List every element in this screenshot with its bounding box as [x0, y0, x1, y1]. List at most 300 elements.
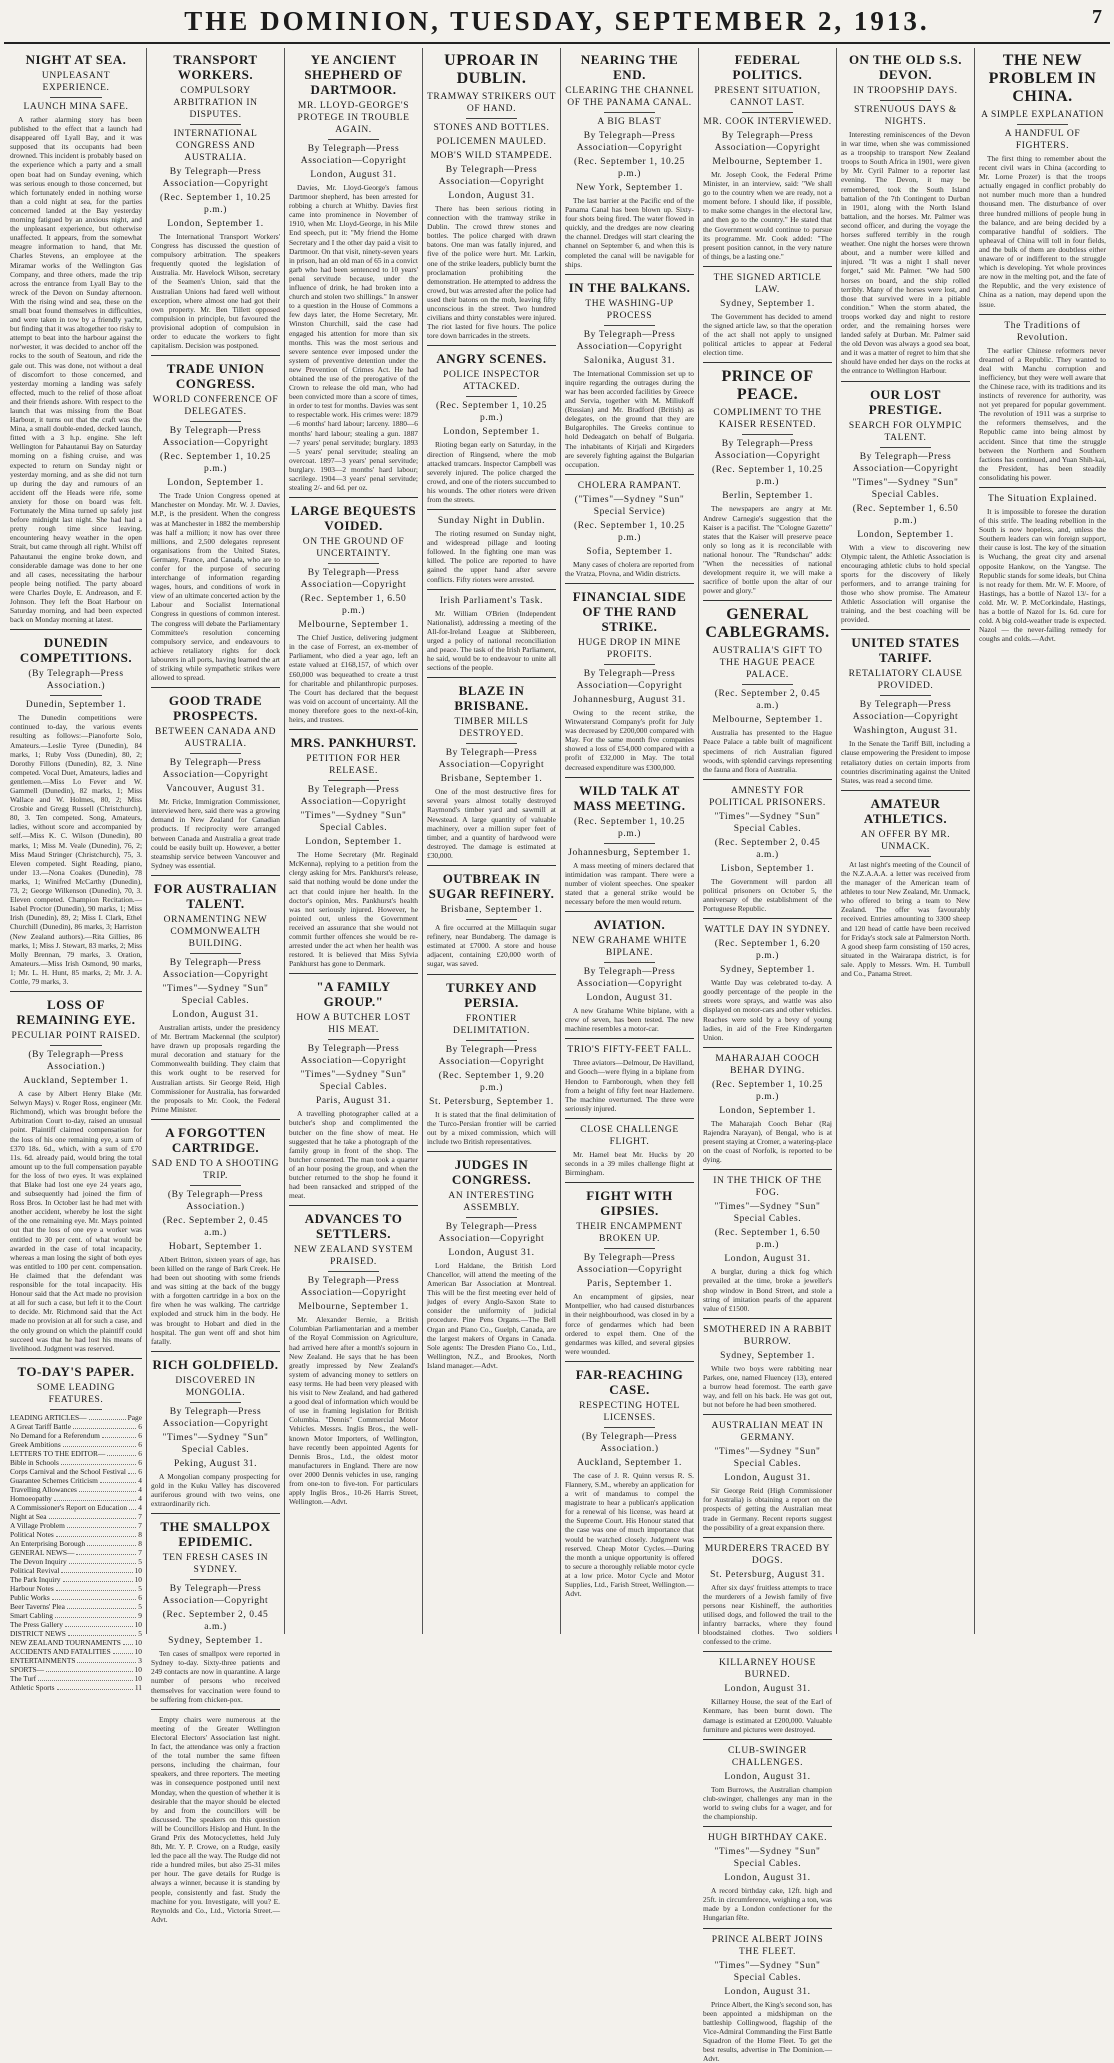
article-subheading: HUGE DROP IN MINE PROFITS. — [565, 637, 694, 661]
article-body: The last barrier at the Pacific end of the Panama Canal has been blown up. Sixty-four shots being fired. The water flowed in quickly, and the dredges are now clearing the channel. Dredges will start clearing the channel on September 6, and when this is completed the canal will be navigable for ships. — [565, 196, 694, 269]
article-body: Wattle Day was celebrated to-day. A goodly percentage of the people in the streets wore sprays, and wattle was also displayed on motor-cars and other vehicles. Reaches were sold by a bevy of young ladies, in aid of the Free Kindergarten Union. — [703, 978, 832, 1042]
article-subheading: By Telegraph—Press Association—Copyright — [841, 699, 970, 723]
article-subheading: London, August 31. — [703, 1986, 832, 1998]
article — [565, 280, 694, 475]
contents-page: 5 — [138, 1557, 142, 1566]
contents-page: 6 — [138, 1449, 142, 1458]
article-subheading: St. Petersburg, August 31. — [703, 1569, 832, 1581]
contents-row — [10, 1575, 142, 1584]
article-subheading: (Rec. September 1, 10.25 p.m.) — [565, 520, 694, 544]
article-body: A travelling photographer called at a butcher's shop and complimented the butcher on the fine show of meat. He suggested that he take a photograph of the family group in front of the shop. The butcher consented. The man took a quarter of an hour posing the group, and when the butcher returned to the shop he found it had been ransacked and stripped of the meat. — [289, 1109, 418, 1200]
leader-dots — [56, 1584, 137, 1591]
headline-rule — [190, 753, 242, 754]
leader-dots — [52, 1593, 137, 1600]
article-body: A mass meeting of miners declared that intimidation was rampant. There were a number of violent speeches. One speaker stated that a general strike would be necessary before the men would return. — [565, 861, 694, 906]
article — [703, 368, 832, 601]
contents-page: 10 — [135, 1674, 142, 1683]
article-headline: IN THE BALKANS. — [565, 280, 694, 295]
article-divider — [565, 274, 694, 275]
article-divider — [10, 991, 142, 992]
article-headline: FOR AUSTRALIAN TALENT. — [151, 881, 280, 911]
contents-item: No Demand for a Referendum — [10, 1431, 100, 1440]
article-body: Davies, Mr. Lloyd-George's famous Dartmoor shepherd, has been arrested for robbing a church at Whitby. Davies first came into prominence in November of 1910, when Mr. Lloyd-George, in his Mile End speech, put it: "My friend the Home Secretary and I the other day paid a visit to Dartmoor. On that visit, ninety-seven years in prison, had an old man of 65 in a convict garb who had been sentenced to 10 years' penal servitude because, under the influence of drink, he had broken into a church and stolen two shillings." In answer to a question in the House of Commons a few days later, the Home Secretary, Mr. Winston Churchill, said the case had engaged his attention for more than six months. This was the most serious and severe sentence ever imposed under the system of preventive detention under the new Prevention of Crimes Act. He had obtained the use of the prerogative of the Crown to release the old man, who had been convicted more than a score of times, in order to test for months. Davies was sent to respectable work. His crimes were: 1879—6 months' hard labour; larceny. 1880—6 months' hard labour; stealing a gun. 1887—7 years' penal servitude; burglary. 1893—5 years' penal servitude; stealing an overcoat. 1897—3 years' penal servitude; burglary. 1903—2 months' hard labour; sacrilege. 1904—3 years' penal servitude; stealing 2/- and 6d. per oz. — [289, 183, 418, 492]
leader-dots — [102, 1431, 136, 1438]
article-subheading: Vancouver, August 31. — [151, 783, 280, 795]
article-subheading: Paris, September 1. — [565, 1278, 694, 1290]
leader-dots — [61, 1458, 136, 1465]
contents-row — [10, 1440, 142, 1449]
article — [427, 683, 556, 866]
article-subheading: "Times"—Sydney "Sun" Special Cables. — [151, 1432, 280, 1456]
article — [151, 1357, 280, 1514]
article-subheading: STONES AND BOTTLES. — [427, 122, 556, 134]
article — [841, 387, 970, 631]
article-subheading: Johannesburg, August 31. — [565, 694, 694, 706]
masthead-rule — [4, 42, 1110, 44]
article-subheading: COMPLIMENT TO THE KAISER RESENTED. — [703, 407, 832, 431]
article — [289, 979, 418, 1206]
article-subheading: Brisbane, September 1. — [427, 904, 556, 916]
article-subheading: London, August 31. — [703, 1872, 832, 1884]
article — [10, 635, 142, 992]
article-subheading: Lisbon, September 1. — [703, 863, 832, 875]
article-subheading: MURDERERS TRACED BY DOGS. — [703, 1543, 832, 1567]
article-subheading: BETWEEN CANADA AND AUSTRALIA. — [151, 726, 280, 750]
article-subheading: CLUB-SWINGER CHALLENGES. — [703, 1745, 832, 1769]
contents-row — [10, 1548, 142, 1557]
article — [151, 1125, 280, 1352]
article-subheading: Melbourne, September 1. — [289, 1301, 418, 1313]
leader-dots — [89, 1413, 126, 1420]
contents-item: Political Notes — [10, 1530, 54, 1539]
article — [151, 881, 280, 1120]
article-subheading: MOB'S WILD STAMPEDE. — [427, 150, 556, 162]
article — [427, 595, 556, 679]
article-subheading: London, August 31. — [151, 1009, 280, 1021]
article-subheading: WATTLE DAY IN SYDNEY. — [703, 924, 832, 936]
article-divider — [703, 600, 832, 601]
article-body: One of the most destructive fires for several years almost totally destroyed Raymond's timber yard and sawmill at Newstead. A large quantity of valuable machinery, over a million super feet of timber, and a quantity of hardwood were destroyed. The damage is estimated at £30,000. — [427, 787, 556, 860]
article-body: Mr. Alexander Bernie, a British Columbian Parliamentarian and a member of the Royal Commission on Agriculture, had arrived here after a month's sojourn in New Zealand. He says that he has been greatly impressed by New Zealand's system of advancing money to settlers on easy terms. He had been very pleased with his visit to New Zealand, and had gathered a good deal of information which would be of use in framing legislation for British Columbia. "Dennis" Commercial Motor Vehicles. Messrs. Inglis Bros., the well-known Motor Importers, of Wellington, have recently been appointed Agents for Dennis Bros., Ltd., the oldest motor manufacturers in England. There are now over 2000 Dennis vehicles in use, ranging from one-ton to five-ton. For particulars apply Inglis Bros., 10-26 Harris Street, Wellington.—Advt. — [289, 1315, 418, 1506]
article — [703, 1053, 832, 1170]
article — [703, 1543, 832, 1653]
contents-row — [10, 1503, 142, 1512]
article — [703, 272, 832, 363]
article — [703, 1657, 832, 1739]
column-5 — [560, 48, 698, 1634]
article-subheading: RESPECTING HOTEL LICENSES. — [565, 1400, 694, 1424]
article — [703, 1175, 832, 1318]
leader-dots — [129, 1503, 136, 1510]
article — [151, 1519, 280, 1710]
article — [151, 52, 280, 356]
article-subheading: By Telegraph—Press Association—Copyright — [565, 1252, 694, 1276]
article-body: The Home Secretary (Mr. Reginald McKenna), replying to a petition from the clergy asking for Mrs. Pankhurst's release, said that nothing would be done under the act that could injure her health. In the doctor's opinion, Mrs. Pankhurst's health was not seriously injured. However, he pointed out, unless the Government received an assurance that she would not commit further offences she would be re-arrested under the act when her health was restored. It is believed that Miss Sylvia Pankhurst has gone to Denmark. — [289, 850, 418, 968]
article-headline: FIGHT WITH GIPSIES. — [565, 1188, 694, 1218]
article-subheading: Sydney, September 1. — [151, 1635, 280, 1647]
article-subheading: THE SIGNED ARTICLE LAW. — [703, 272, 832, 296]
article-subheading: London, August 31. — [703, 1683, 832, 1695]
leader-dots — [38, 1674, 133, 1681]
article-divider — [10, 1358, 142, 1359]
article — [289, 735, 418, 974]
article-subheading: DISCOVERED IN MONGOLIA. — [151, 1375, 280, 1399]
article-divider — [703, 779, 832, 780]
headline-rule — [328, 1271, 380, 1272]
article-subheading: London, August 31. — [703, 1472, 832, 1484]
contents-page: 6 — [138, 1458, 142, 1467]
article-body: Many cases of cholera are reported from the Vratza, Plovna, and Widin districts. — [565, 560, 694, 578]
contents-page: 10 — [135, 1665, 142, 1674]
contents-item: NEW ZEALAND TOURNAMENTS — [10, 1638, 121, 1647]
article-subheading: TRAMWAY STRIKERS OUT OF HAND. — [427, 91, 556, 115]
article-subheading: THEIR ENCAMPMENT BROKEN UP. — [565, 1221, 694, 1245]
article — [703, 924, 832, 1048]
article-subheading: UNPLEASANT EXPERIENCE. — [10, 70, 142, 94]
contents-item: The Devon Inquiry — [10, 1557, 67, 1566]
contents-item: The Park Inquiry — [10, 1575, 61, 1584]
contents-page: 6 — [138, 1467, 142, 1476]
headline-rule — [880, 695, 932, 696]
article-subheading: (Rec. September 1, 6.50 p.m.) — [289, 593, 418, 617]
article-subheading: A HANDFUL OF FIGHTERS. — [979, 128, 1106, 152]
article-body: Mr. Hamel beat Mr. Hucks by 20 seconds in a 39 miles challenge flight at Birmingham. — [565, 1150, 694, 1177]
article-subheading: AUSTRALIAN MEAT IN GERMANY. — [703, 1420, 832, 1444]
article-subheading: "Times"—Sydney "Sun" Special Cables. — [151, 983, 280, 1007]
leader-dots — [68, 1629, 136, 1636]
article — [151, 1715, 280, 1924]
article-subheading: By Telegraph—Press Association—Copyright — [151, 1583, 280, 1607]
leader-dots — [69, 1557, 137, 1564]
article-subheading: PRINCE ALBERT JOINS THE FLEET. — [703, 1934, 832, 1958]
article-body: An encampment of gipsies, near Montpellier, who had caused disturbances in their neighbourhood, was closed in by a force of gendarmes which had been ordered to expel them. One of the gendarmes was killed, and several gipsies were wounded. — [565, 1292, 694, 1356]
article-subheading: SMOTHERED IN A RABBIT BURROW. — [703, 1324, 832, 1348]
article — [10, 997, 142, 1359]
article-headline: GOOD TRADE PROSPECTS. — [151, 693, 280, 723]
article-divider — [565, 1361, 694, 1362]
contents-item: Harbour Notes — [10, 1584, 54, 1593]
article-subheading: London, August 31. — [565, 992, 694, 1004]
article-subheading: Irish Parliament's Task. — [427, 595, 556, 607]
leader-dots — [123, 1638, 133, 1645]
article-subheading: "Times"—Sydney "Sun" Special Cables. — [703, 1446, 832, 1470]
article-subheading: Auckland, September 1. — [565, 1457, 694, 1469]
article-subheading: (Rec. September 1, 10.25 p.m.) — [151, 451, 280, 475]
article-divider — [703, 1651, 832, 1652]
article-body: Sir George Reid (High Commissioner for Australia) is obtaining a report on the prospects of getting the Australian meat trade in Germany. Recent reports suggest the possibility of a great expansion there. — [703, 1486, 832, 1531]
article-subheading: FRONTIER DELIMITATION. — [427, 1013, 556, 1037]
article-body: A burglar, during a thick fog which prevailed at the time, broke a jeweller's shop window in Bond Street, and stole a string of imitation pearls of the apparent value of £1500. — [703, 1267, 832, 1312]
article — [703, 1745, 832, 1827]
article-subheading: PETITION FOR HER RELEASE. — [289, 753, 418, 777]
article-headline: THE NEW PROBLEM IN CHINA. — [979, 52, 1106, 106]
contents-item: Political Revival — [10, 1566, 59, 1575]
contents-item: Guarantee Schemes Criticism — [10, 1476, 98, 1485]
contents-item: A Great Tariff Battle — [10, 1422, 71, 1431]
article-subheading: By Telegraph—Press Association—Copyright — [289, 784, 418, 808]
headline-rule — [466, 118, 518, 119]
headline-rule — [880, 100, 932, 101]
article-subheading: HOW A BUTCHER LOST HIS MEAT. — [289, 1012, 418, 1036]
headline-rule — [604, 962, 656, 963]
contents-row — [10, 1476, 142, 1485]
newspaper-columns — [6, 48, 1110, 1634]
headline-rule — [50, 97, 103, 98]
article-body: Lord Haldane, the British Lord Chancellor, will attend the meeting of the American Bar Association at Montreal. This will be the first meeting ever held of judges of every Anglo-Saxon State to consider the uniformity of judicial procedure. Pine Pens Organs.—The Bell Organ and Piano Co., Guelph, Canada, are the largest makers of Organs in Canada. Sole agents: The Dresden Piano Co., Ltd., Wellington, N.Z., and Brookes, North Island manager.—Advt. — [427, 1261, 556, 1370]
contents-page: 5 — [138, 1629, 142, 1638]
contents-page: 7 — [138, 1521, 142, 1530]
article-subheading: By Telegraph—Press Association—Copyright — [565, 130, 694, 154]
article-divider — [151, 1513, 280, 1514]
article-headline: WILD TALK AT MASS MEETING. — [565, 783, 694, 813]
article — [151, 361, 280, 688]
article-divider — [565, 911, 694, 912]
contents-row — [10, 1485, 142, 1494]
article-subheading: London, August 31. — [427, 190, 556, 202]
article — [703, 1324, 832, 1415]
article-divider — [427, 509, 556, 510]
article — [841, 52, 970, 382]
column-3 — [284, 48, 422, 1634]
article-body: With a view to discovering new Olympic talent, the Athletic Association is encouraging athletic clubs to hold special sports for the discovery of likely performers, and to arrange training for those who show promise. The Amateur Athletic Association will organise the training, and the best coaching will be provided. — [841, 543, 970, 625]
contents-item: Greek Ambitions — [10, 1440, 61, 1449]
contents-page: 8 — [138, 1539, 142, 1548]
article-divider — [427, 865, 556, 866]
article-subheading: By Telegraph—Press Association—Copyright — [151, 166, 280, 190]
article-divider — [151, 1119, 280, 1120]
article — [703, 1420, 832, 1537]
article-body: The earlier Chinese reformers never dreamed of a Republic. They wanted to deal with Manchu corruption and inefficiency, but they were well aware that the Chinese race, with its traditions and its instincts of reverence for authority, was not yet prepared for popular government. The revolution of 1911 was a surprise to the reformers themselves, and the Republic came into being almost by accident. Since that time the struggle between the Northern and Southern factions has continued, and Yuan Shih-kai, the President, has been steadily consolidating his power. — [979, 346, 1106, 482]
article-headline: GENERAL CABLEGRAMS. — [703, 606, 832, 642]
contents-item: Travelling Allowances — [10, 1485, 77, 1494]
article — [979, 320, 1106, 488]
article-subheading: "Times"—Sydney "Sun" Special Cables. — [703, 1960, 832, 1984]
article-subheading: Melbourne, September 1. — [289, 619, 418, 631]
headline-rule — [466, 743, 518, 744]
article-subheading: Washington, August 31. — [841, 725, 970, 737]
article-subheading: HUGH BIRTHDAY CAKE. — [703, 1832, 832, 1844]
article-subheading: By Telegraph—Press Association—Copyright — [703, 438, 832, 462]
article-subheading: London, September 1. — [151, 477, 280, 489]
leader-dots — [55, 1611, 136, 1618]
article-subheading: (Rec. September 1, 10.25 p.m.) — [565, 156, 694, 180]
article-subheading: POLICEMEN MAULED. — [427, 136, 556, 148]
article-subheading: (Rec. September 1, 6.20 p.m.) — [703, 938, 832, 962]
leader-dots — [107, 1449, 136, 1456]
article-subheading: A BIG BLAST — [565, 116, 694, 128]
headline-rule — [880, 856, 932, 857]
contents-item: LEADING ARTICLES— — [10, 1413, 87, 1422]
article-divider — [427, 1151, 556, 1152]
article-headline: OUTBREAK IN SUGAR REFINERY. — [427, 871, 556, 901]
article-body: A new Grahame White biplane, with a crew of seven, has been tested. The new machine resembles a motor-car. — [565, 1006, 694, 1033]
article-divider — [289, 1205, 418, 1206]
leader-dots — [61, 1566, 132, 1573]
contents-item: A Village Problem — [10, 1521, 65, 1530]
article-divider — [703, 1169, 832, 1170]
article — [979, 52, 1106, 315]
article-body: Mr. Fricke, Immigration Commissioner, interviewed here, said there was a growing demand in New Zealand for Canadian products. If reciprocity were arranged between Canada and Australia a great trade could be easily built up. However, a better steamship service between Vancouver and Sydney was essential. — [151, 797, 280, 870]
leader-dots — [76, 1548, 136, 1555]
headline-rule — [190, 1579, 242, 1580]
column-8 — [974, 48, 1110, 1634]
article-headline: FEDERAL POLITICS. — [703, 52, 832, 82]
article-headline: LARGE BEQUESTS VOIDED. — [289, 503, 418, 533]
article-body: Interesting reminiscences of the Devon in war time, when she was commissioned as a troopship to transport New Zealand troops to South Africa in 1901, were given by Mr. Cyril Palmer to a reporter last evening. The Devon, it may be remembered, took the South Island battalion of the 7th Contingent to Durban in 1901, along with the North Island battalion, and the horses. Mr. Palmer was second officer, and during the voyage the horses suffered terribly in the rough weather. One night the horses were thrown about, and a number were killed and injured. "It was a night I shall never forget," said Mr. Palmer. "We had 500 horses on board, and the ship rolled terribly. Many of the horses were lost, and those that survived were in a pitiable condition." When the storm abated, the troops worked day and night to restore order, and the remaining horses were landed safely at Durban. Mr. Palmer said the old Devon was always a good sea boat, and it was a matter of regret to him that she should have ended her days on the rocks at the entrance to Wellington Harbour. — [841, 130, 970, 376]
column-4 — [422, 48, 560, 1634]
article-subheading: (Rec. September 2, 0.45 a.m.) — [151, 1215, 280, 1239]
article-divider — [565, 474, 694, 475]
article-headline: "A FAMILY GROUP." — [289, 979, 418, 1009]
contents-row — [10, 1593, 142, 1602]
article-headline: PRINCE OF PEACE. — [703, 368, 832, 404]
article-body: A case by Albert Henry Blake (Mr. Selwyn Mays) v. Roger Ross, engineer (Mr. Richmond), which was brought before the Arbitration Court to-day, raised an unusual point. Plaintiff claimed compensation for the loss of his one remaining eye, a sum of £370 18s. 6d., which, with a sum of £70 11s. 6d. already paid, would bring the total amount up to the full compensation payable for the loss of two eyes. It was explained that Blake had lost one eye 24 years ago, and subsequently had joined the firm of Ross Bros. In October last he had met with another accident, whereby he lost the sight of the one remaining eye. Mr. Mays pointed out that the loss of one eye a worker was entitled to 30 per cent. of what would be awarded in the case of total incapacity, whereas a man losing the sight of both eyes was entitled to 100 per cent. compensation. He claimed that the defendant was responsible for the total incapacity. His Honour said that the Act made no provision at all for such a case, but left it to the Court to decide. Mr. Richmond said that the Act made no provision at all for such a case, and the only ground on which the plaintiff could succeed was that he had lost his means of livelihood. Judgment was reserved. — [10, 1089, 142, 1353]
article-body: The Dunedin competitions were continued to-day, the various events resulting as follows:—Pianoforte Solo, Amateurs.—Leslie Tyree (Dunedin), 84 marks, 1; Ruby Voss (Dunedin), 80, 2; Dorothy Fillons (Dunedin), 82, 3. Nine competed. Vocal Duet, Amateurs, ladies and gentlemen.—Miss Lo Fever and W. Gammell (Dunedin), 82 marks, 1; Miss Wallace and W. Holmes, 80, 2; Miss Crosbie and Gregg Russell (Christchurch), 80, 3. Ten competed. Song, Amateurs, ladies, without score and accompanied by self.—Miss K. C. Wilson (Dunedin), 80 marks, 1; Miss M. Veale (Dunedin), 76, 2; Miss Maud Stringer (Christchurch), 75, 3. Eleven competed. Sight Reading, piano, under 13.—Nona Coakes (Dunedin), 78 marks, 1; Winifred McCarthy (Dunedin), 73, 2; George Wilkenson (Dunedin), 70, 3. Eleven competed. Champion Recitation.—Isabel Proctor (Dunedin), 90 marks, 1; Miss Irish (Dunedin), 89, 2; Miss I. Clark, Ethel Churchill (Dunedin), 86 marks, 3; Harriston (New Zealand authors).—Rita Gillies, 86 marks, 1; Miss J. Stewart, 83 marks, 2; Miss Molly Brennan, 79 marks, 3. Oration, Amateurs.—Miss Irish Osmond, 90 marks, 1; Mr. L. H. Hunt, 85 marks, 2; Mr. J. A. Cottle, 79 marks, 3. — [10, 713, 142, 986]
article-subheading: A SIMPLE EXPLANATION — [979, 109, 1106, 121]
article-subheading: By Telegraph—Press Association—Copyright — [289, 143, 418, 167]
article-subheading: By Telegraph—Press Association—Copyright — [703, 130, 832, 154]
article — [565, 1188, 694, 1362]
article-body: The newspapers are angry at Mr. Andrew Carnegie's suggestion that the Kaiser is a pacifist. The "Cologne Gazette" states that the Kaiser will preserve peace only so long as it is reconcilable with national honour. The "Rundschau" adds: "When the necessities of national development require it, we will make a sacrifice of bottle upon the altar of our power and glory." — [703, 504, 832, 595]
contents-item: Corps Carnival and the School Festival — [10, 1467, 126, 1476]
leader-dots — [46, 1665, 133, 1672]
article — [427, 980, 556, 1152]
article-subheading: London, August 31. — [427, 1247, 556, 1259]
article-divider — [151, 687, 280, 688]
contents-row — [10, 1557, 142, 1566]
article-divider — [841, 629, 970, 630]
article-subheading: London, August 31. — [703, 1771, 832, 1783]
article-divider — [10, 629, 142, 630]
article-headline: UPROAR IN DUBLIN. — [427, 52, 556, 88]
contents-page: 11 — [135, 1683, 142, 1692]
contents-row — [10, 1629, 142, 1638]
article-headline: A FORGOTTEN CARTRIDGE. — [151, 1125, 280, 1155]
article-subheading: "Times"—Sydney "Sun" Special Cables. — [289, 1069, 418, 1093]
article-divider — [151, 875, 280, 876]
article-headline: AVIATION. — [565, 917, 694, 932]
column-7 — [836, 48, 974, 1634]
contents-row — [10, 1530, 142, 1539]
leader-dots — [65, 1620, 133, 1627]
article-headline: TRADE UNION CONGRESS. — [151, 361, 280, 391]
article-divider — [427, 974, 556, 975]
article-subheading: Brisbane, September 1. — [427, 773, 556, 785]
article — [427, 1157, 556, 1370]
article — [703, 606, 832, 779]
article-body: The International Transport Workers' Congress has discussed the question of compulsory arbitration. The speakers frequently quoted the legislation of Australia. Mr. Havelock Wilson, secretary of the Seamen's Union, said that the Australian Unions had fared well without exception, where almost one had got their own property. Mr. Ben Tillett opposed compulsion in principle, but favoured the provisional adoption of compulsion in order to educate the workers to fight capitalism. Decision was postponed. — [151, 232, 280, 350]
article-subheading: Paris, August 31. — [289, 1095, 418, 1107]
contents-page: 10 — [135, 1638, 142, 1647]
article-subheading: IN THE THICK OF THE FOG. — [703, 1175, 832, 1199]
article-subheading: New York, September 1. — [565, 182, 694, 194]
leader-dots — [67, 1521, 136, 1528]
article — [427, 351, 556, 510]
article-subheading: By Telegraph—Press Association—Copyright — [151, 957, 280, 981]
article-subheading: (By Telegraph—Press Association.) — [10, 1049, 142, 1073]
article-body: The Chief Justice, delivering judgment in the case of Forrest, an ex-member of Parliament, who died a year ago, left an estate valued at £168,157, of which over £60,000 was bequeathed to create a trust for charitable and philanthropic purposes. The Court has declared that the bequest was void on account of uncertainty. All the money therefore goes to the next-of-kin, heirs, and trustees. — [289, 633, 418, 724]
contents-row — [10, 1566, 142, 1575]
column-1 — [6, 48, 146, 1634]
column-2 — [146, 48, 284, 1634]
leader-dots — [57, 1683, 133, 1690]
article-subheading: ORNAMENTING NEW COMMONWEALTH BUILDING. — [151, 914, 280, 950]
article-divider — [289, 729, 418, 730]
article-subheading: TEN FRESH CASES IN SYDNEY. — [151, 1552, 280, 1576]
contents-page: 6 — [138, 1431, 142, 1440]
contents-row — [10, 1413, 142, 1422]
article-subheading: (Rec. September 2, 0.45 a.m.) — [151, 1609, 280, 1633]
article-subheading: Auckland, September 1. — [10, 1075, 142, 1087]
article-divider — [151, 1351, 280, 1352]
headline-rule — [50, 1045, 103, 1046]
article-subheading: "Times"—Sydney "Sun" Special Cables. — [703, 1846, 832, 1870]
article — [565, 783, 694, 912]
headline-rule — [190, 953, 242, 954]
article-divider — [703, 1826, 832, 1827]
article-subheading: SAD END TO A SHOOTING TRIP. — [151, 1158, 280, 1182]
article-headline: FAR-REACHING CASE. — [565, 1367, 694, 1397]
contents-page: 4 — [138, 1503, 142, 1512]
article-subheading: London, September 1. — [151, 218, 280, 230]
leader-dots — [73, 1422, 136, 1429]
article-divider — [703, 1414, 832, 1415]
article-subheading: Sydney, September 1. — [703, 964, 832, 976]
headline-rule — [328, 139, 380, 140]
contents-page: 3 — [138, 1656, 142, 1665]
leader-dots — [54, 1494, 136, 1501]
article-body: The case of J. R. Quinn versus R. S. Flannery, S.M., whereby an application for a writ of mandamus to compel the magistrate to hear a publican's application for a renewal of his license, was heard at the Supreme Court. His Honour stated that the case was one of much importance that would be watched closely. Judgment was reserved. Cheap Motor Cycles.—During the month a unique opportunity is offered to secure a thoroughly reliable motor cycle at a low price. Motor Cycle and Motor Supplies, Ltd., Farish Street, Wellington.—Advt. — [565, 1471, 694, 1598]
article-headline: FINANCIAL SIDE OF THE RAND STRIKE. — [565, 589, 694, 634]
article-headline: THE SMALLPOX EPIDEMIC. — [151, 1519, 280, 1549]
article-body: A Mongolian company prospecting for gold in the Kuku Valley has discovered auriferous ground with two veins, one extraordinarily rich. — [151, 1472, 280, 1508]
article-body: Owing to the recent strike, the Witwatersrand Company's profit for July was decreased by £200,000 compared with May. For the same month five companies showed a loss of £54,000 compared with a profit of £32,000 in May. The total decreased expenditure was £300,000. — [565, 708, 694, 772]
article-subheading: By Telegraph—Press Association—Copyright — [427, 747, 556, 771]
article-subheading: CHOLERA RAMPANT. — [565, 480, 694, 492]
article-body: Empty chairs were numerous at the meeting of the Greater Wellington Electoral Electors' Association last night. In fact, the attendance was only a fraction of the total number the same fifteen persons, including the chairman, four speakers, and three reporters. The meeting was in consequence postponed until next Monday, when the question of whether it is desirable that the mayor should be elected by and from the councillors will be discussed. The speakers on this question will be Councillors Hislop and Hunt. In the Grand Prix des Motocyclettes, held July 8th, Mr. Y. P. Crowe, on a Rudge, easily led the pace all the way. The Rudge did not ride a hundred miles, but also 25-31 miles per hour. The gave details for Rudge is always a winner, because it is standing by people, consistently and fast. Study the machine for you. Investigate, will you? E. Reynolds and Co., Ltd., Victoria Street.—Advt. — [151, 1715, 280, 1924]
contents-page: 5 — [138, 1602, 142, 1611]
contents-page: Page — [128, 1413, 142, 1422]
masthead — [0, 0, 1114, 44]
leader-dots — [113, 1647, 133, 1654]
article-headline: ADVANCES TO SETTLERS. — [289, 1211, 418, 1241]
leader-dots — [63, 1575, 133, 1582]
contents-item: ACCIDENTS AND FATALITIES — [10, 1647, 111, 1656]
article-body: Prince Albert, the King's second son, has been appointed a midshipman on the battleship Collingwood, flagship of the Vice-Admiral Commanding the First Battle Squadron of the Home Fleet. To get the best results, advertise in The Dominion.—Advt. — [703, 2000, 832, 2063]
article-subheading: "Times"—Sydney "Sun" Special Cables. — [703, 811, 832, 835]
article-subheading: (Rec. September 1, 10.25 p.m.) — [151, 192, 280, 216]
article-divider — [427, 589, 556, 590]
leader-dots — [49, 1512, 137, 1519]
article-divider — [979, 314, 1106, 315]
article-headline: LOSS OF REMAINING EYE. — [10, 997, 142, 1027]
article-subheading: SOME LEADING FEATURES. — [10, 1382, 142, 1406]
article — [703, 1934, 832, 2063]
contents-row — [10, 1539, 142, 1548]
contents-row — [10, 1620, 142, 1629]
article-headline: JUDGES IN CONGRESS. — [427, 1157, 556, 1187]
article — [427, 515, 556, 590]
article-body: Mr. William O'Brien (Independent Nationalist), addressing a meeting of the All-for-Ireland League at Skibbereen, urged a policy of national reconciliation and peace. The task of the Irish Parliament, he said, would be to endeavour to unite all sections of the people. — [427, 609, 556, 673]
article-subheading: AMNESTY FOR POLITICAL PRISONERS. — [703, 785, 832, 809]
headline-rule — [880, 447, 932, 448]
article-body: The rioting resumed on Sunday night, and widespread pillage and looting followed. In the fighting one man was killed. The police are reported to have gained the upper hand after severe conflicts. Fifty rioters were arrested. — [427, 529, 556, 584]
contents-item: Night at Sea — [10, 1512, 47, 1521]
article-divider — [289, 973, 418, 974]
article — [565, 917, 694, 1039]
article-subheading: (Rec. September 1, 10.25 p.m.) — [427, 400, 556, 424]
article-subheading: AN INTERESTING ASSEMBLY. — [427, 1190, 556, 1214]
